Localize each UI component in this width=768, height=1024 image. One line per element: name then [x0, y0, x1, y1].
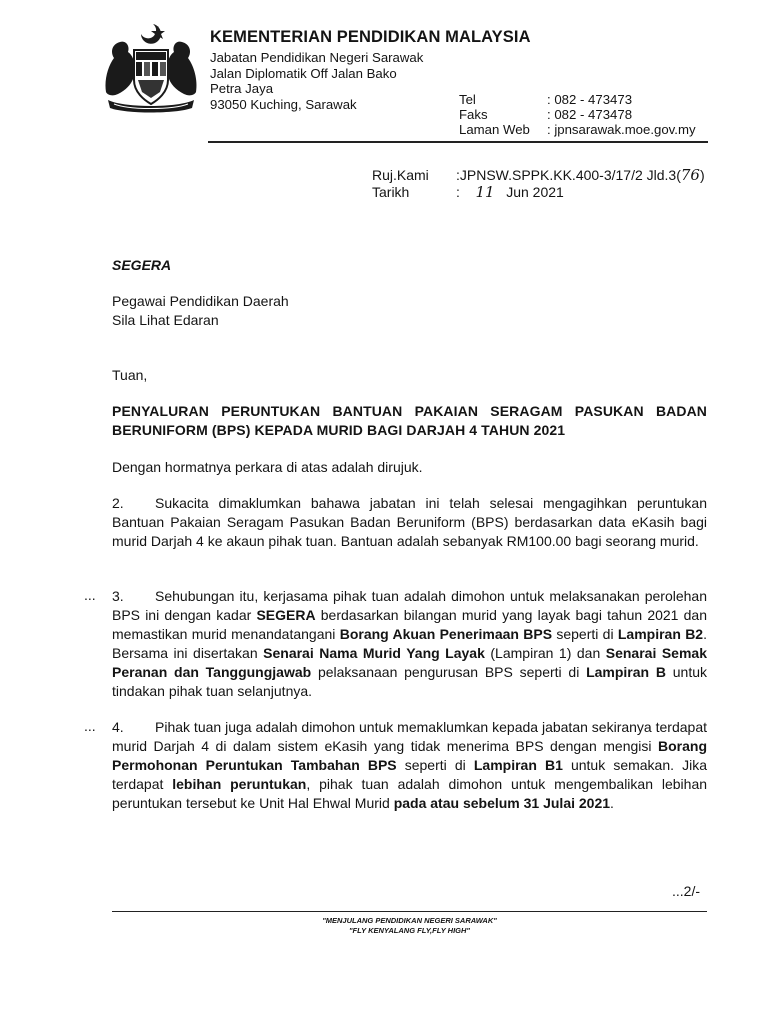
contact-value: : jpnsarawak.moe.gov.my [547, 122, 696, 137]
reference-block [372, 167, 705, 201]
next-page-marker: ...2/- [672, 883, 701, 899]
paragraph-3: 3. Sehubungan itu, kerjasama pihak tuan adalah dimohon untuk melaksanakan perolehan BPS ini dengan kadar SEGERA berdasarkan bilangan murid yang layak bagi tahun 2021 dan memastikan murid menandatangani Borang Akuan Penerimaan BPS seperti di Lampiran B2. Bersama ini disertakan Senarai Nama Murid Yang Layak (Lampiran 1) dan Senarai Semak Peranan dan Tanggungjawab pelaksanaan pengurusan BPS seperti di Lampiran B untuk tindakan pihak tuan selanjutnya. [112, 588, 708, 699]
date-value: : 11 Jun 2021 [456, 183, 564, 201]
paragraph-2: 2. Sukacita dimaklumkan bahawa jabatan ini telah selesai mengagihkan peruntukan Bantuan Pakaian Seragam Pasukan Badan Beruniform (BPS) berdasarkan data eKasih bagi murid Darjah 4 ke akaun pihak tuan. Bantuan adalah sebanyak RM100.00 bagi seorang murid. [112, 495, 707, 549]
sender-address [210, 50, 423, 112]
recipient-block [112, 292, 289, 330]
date-row [372, 184, 705, 201]
header-divider [208, 141, 708, 143]
contact-value: : 082 - 473478 [547, 107, 633, 122]
paragraph-number: 4. [112, 719, 124, 735]
address-line: Jabatan Pendidikan Negeri Sarawak [210, 50, 424, 65]
ministry-name: KEMENTERIAN PENDIDIKAN MALAYSIA [210, 28, 531, 46]
recipient-line: Sila Lihat Edaran [112, 312, 219, 328]
contact-fax [459, 107, 696, 122]
address-line: Jalan Diplomatik Off Jalan Bako [210, 65, 397, 81]
date-label: Tarikh [372, 184, 410, 200]
salutation: Tuan, [112, 367, 148, 383]
recipient-line: Pegawai Pendidikan Daerah [112, 293, 289, 309]
contact-web [459, 122, 696, 137]
urgency-label: SEGERA [112, 257, 172, 273]
contact-label: Laman Web [459, 122, 530, 137]
contact-tel [459, 92, 696, 107]
contact-value: : 082 - 473473 [547, 92, 633, 107]
handwritten-day: 11 [475, 183, 495, 201]
contact-block [459, 92, 696, 137]
reference-value: :JPNSW.SPPK.KK.400-3/17/2 Jld.3(76) [456, 166, 705, 184]
reference-label: Ruj.Kami [372, 167, 429, 183]
paragraph-4: 4. Pihak tuan juga adalah dimohon untuk memaklumkan kepada jabatan sekiranya terdapat murid Darjah 4 di dalam sistem eKasih yang tidak menerima BPS dengan mengisi Borang Permohonan Peruntukan Tambahan BPS seperti di Lampiran B1 untuk semakan. Jika terdapat lebihan peruntukan, pihak tuan adalah dimohon untuk mengembalikan lebihan peruntukan tersebut ke Unit Hal Ehwal Murid pada atau sebelum 31 Julai 2021. [112, 719, 708, 811]
footer-divider [112, 911, 707, 912]
footer-slogan: "FLY KENYALANG FLY,FLY HIGH" [348, 926, 470, 935]
paragraph-number: 2. [112, 495, 124, 511]
margin-mark: ... [84, 718, 96, 734]
reference-row [372, 167, 705, 184]
handwritten-number: 76 [680, 166, 700, 184]
contact-label: Faks [459, 107, 488, 122]
intro-paragraph: Dengan hormatnya perkara di atas adalah dirujuk. [112, 459, 423, 475]
address-line: Petra Jaya [210, 81, 274, 96]
letter-subject: PENYALURAN PERUNTUKAN BANTUAN PAKAIAN SERAGAM PASUKAN BADAN BERUNIFORM (BPS) KEPADA MURID BAGI DARJAH 4 TAHUN 2021 [112, 403, 707, 438]
malaysia-coat-of-arms-icon [100, 22, 202, 114]
footer-motto: "MENJULANG PENDIDIKAN NEGERI SARAWAK" [322, 916, 497, 925]
margin-mark: ... [84, 587, 96, 603]
contact-label: Tel [459, 92, 476, 107]
address-line: 93050 Kuching, Sarawak [210, 96, 357, 112]
paragraph-number: 3. [112, 588, 124, 604]
